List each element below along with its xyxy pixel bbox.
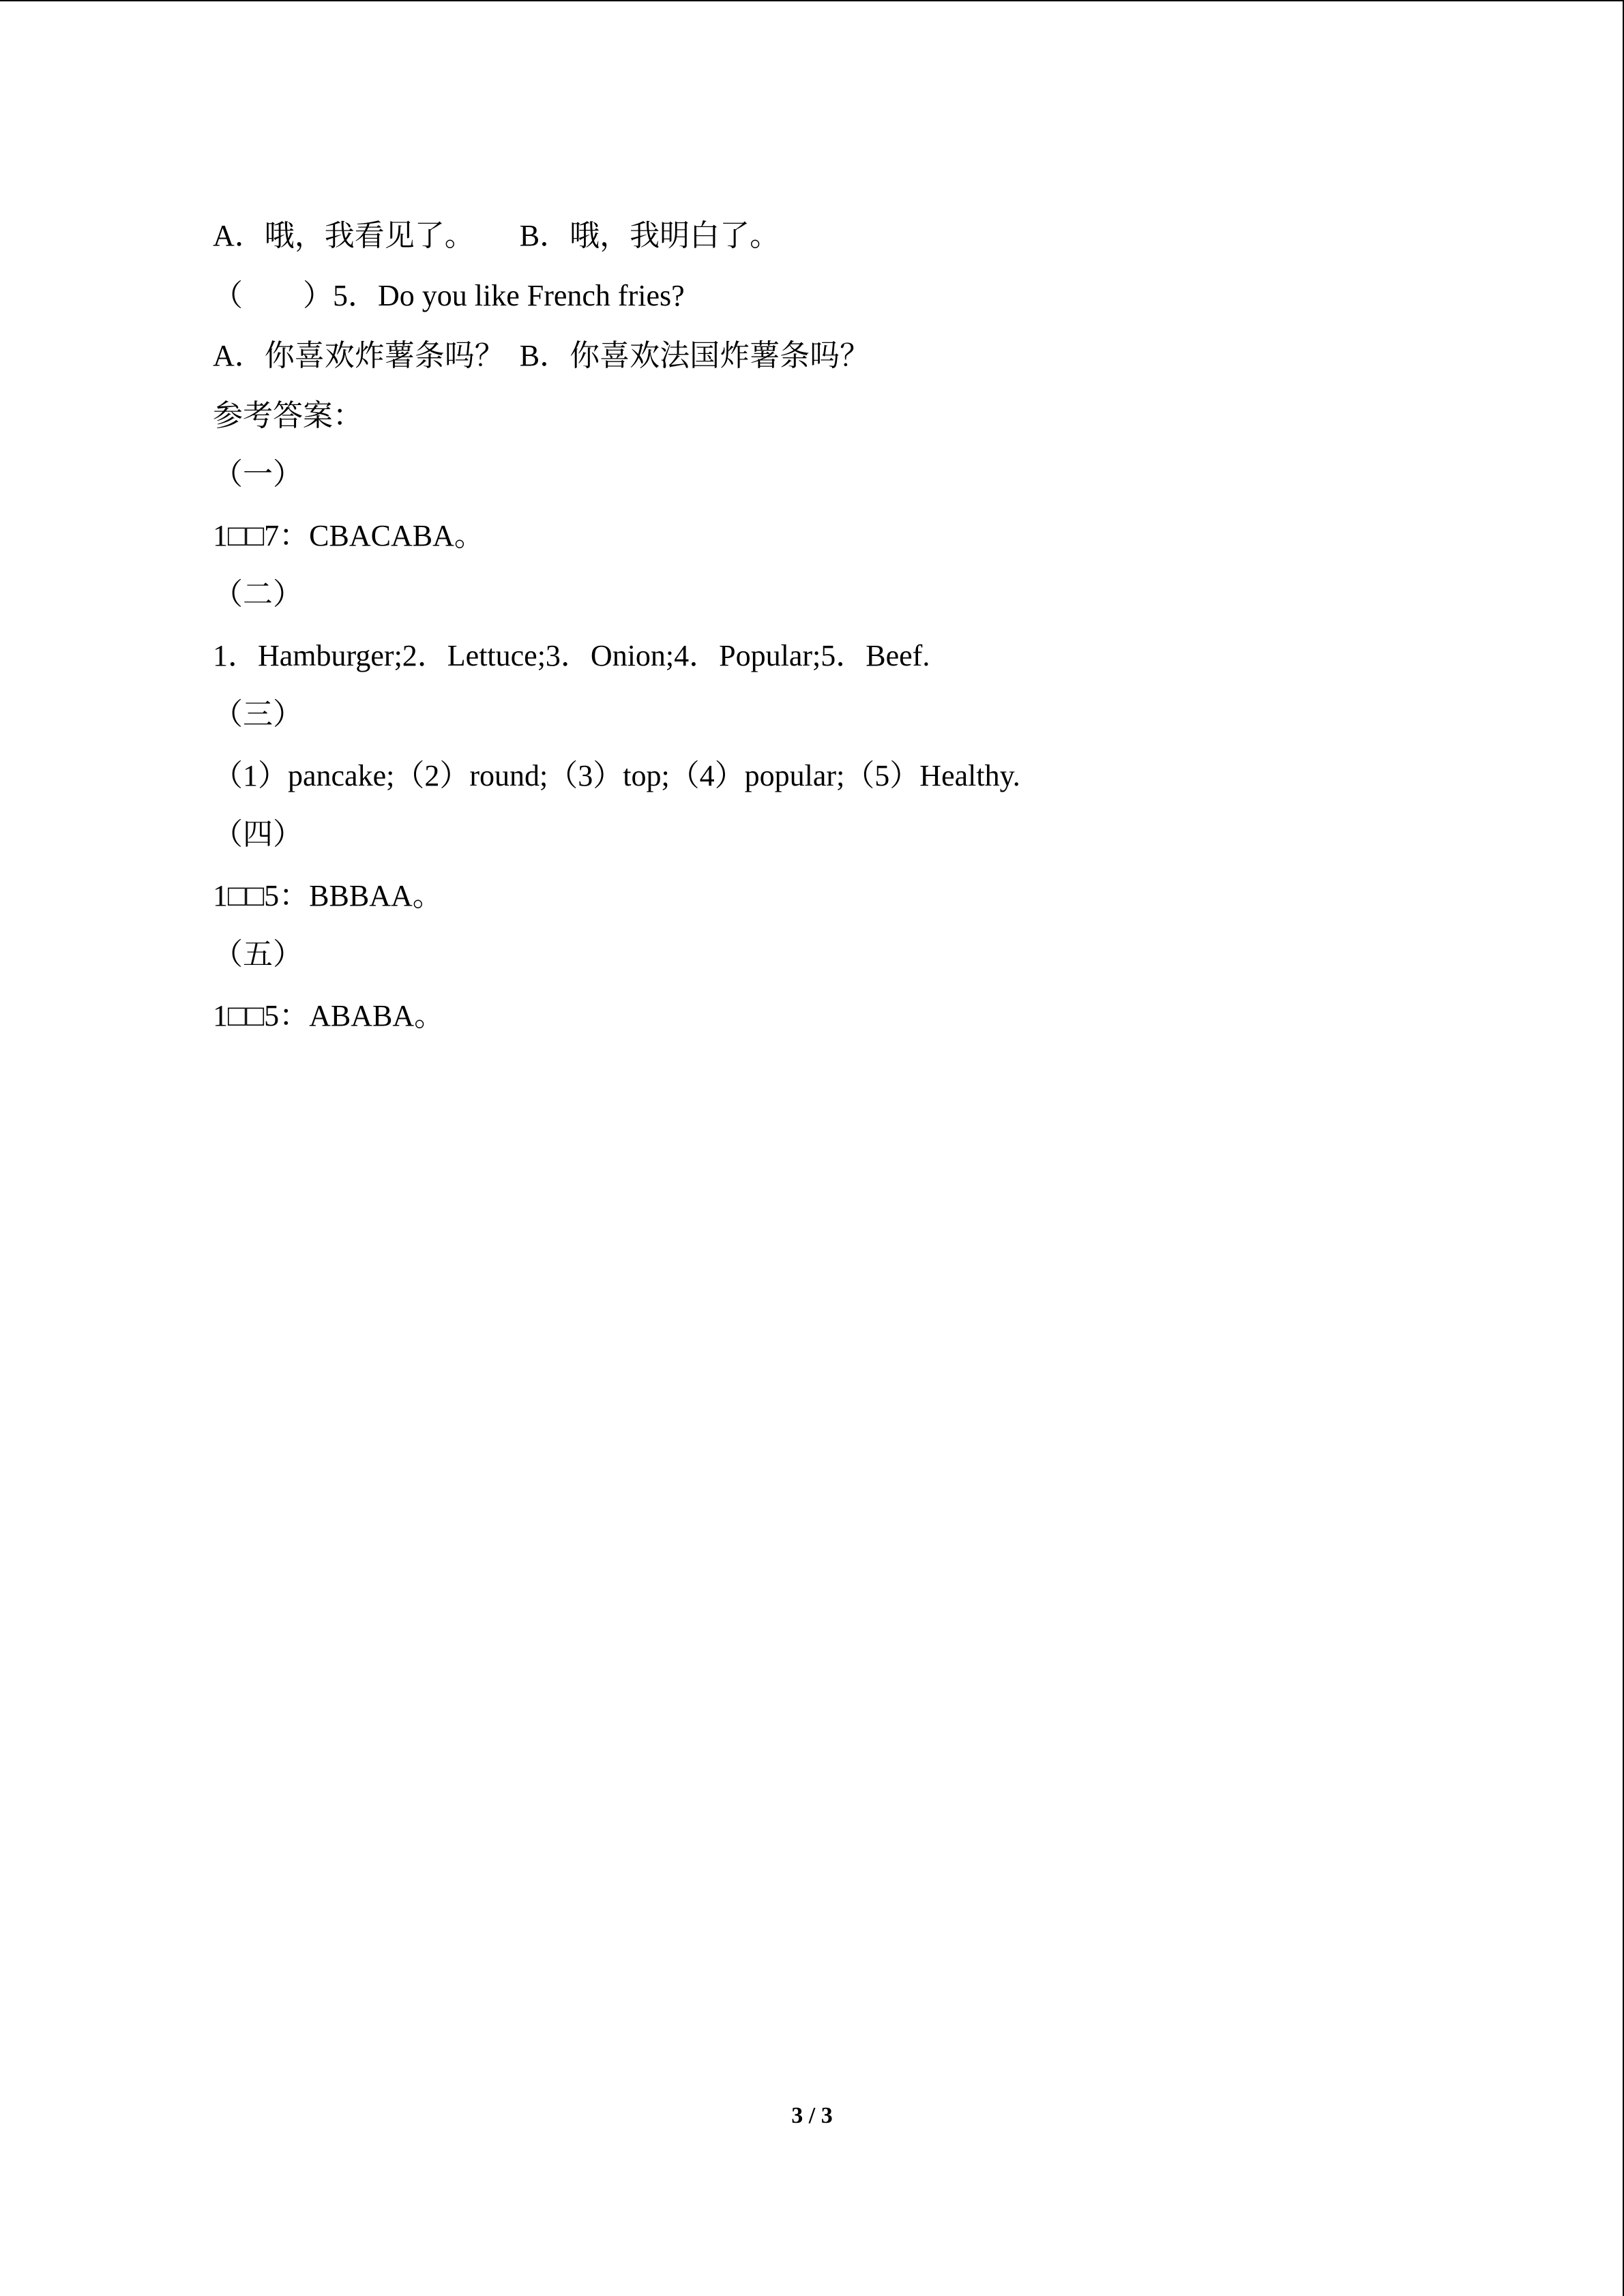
page-number: 3 / 3 <box>791 2103 833 2128</box>
q5-question: （ ）5．Do you like French fries? <box>213 279 685 312</box>
top-border <box>0 0 1624 1</box>
section-1-heading: （一） <box>213 458 303 491</box>
q5-options: A．你喜欢炸薯条吗？ B．你喜欢法国炸薯条吗？ <box>213 339 870 372</box>
section-1-answers: 1□□7：CBACABA。 <box>213 519 484 552</box>
section-2-answers: 1．Hamburger;2．Lettuce;3．Onion;4．Popular;5．Beef. <box>213 639 930 672</box>
section-4-heading: （四） <box>213 818 303 851</box>
section-5-heading: （五） <box>213 938 303 971</box>
section-3-heading: （三） <box>213 698 303 731</box>
section-5-answers: 1□□5：ABABA。 <box>213 999 445 1032</box>
q4-options: A．哦，我看见了。 B．哦，我明白了。 <box>213 219 780 252</box>
section-4-answers: 1□□5：BBBAA。 <box>213 879 443 912</box>
answer-key-heading: 参考答案： <box>213 399 363 432</box>
section-3-answers: （1）pancake;（2）round;（3）top;（4）popular;（5）Healthy. <box>213 759 1020 792</box>
section-2-heading: （二） <box>213 578 303 611</box>
